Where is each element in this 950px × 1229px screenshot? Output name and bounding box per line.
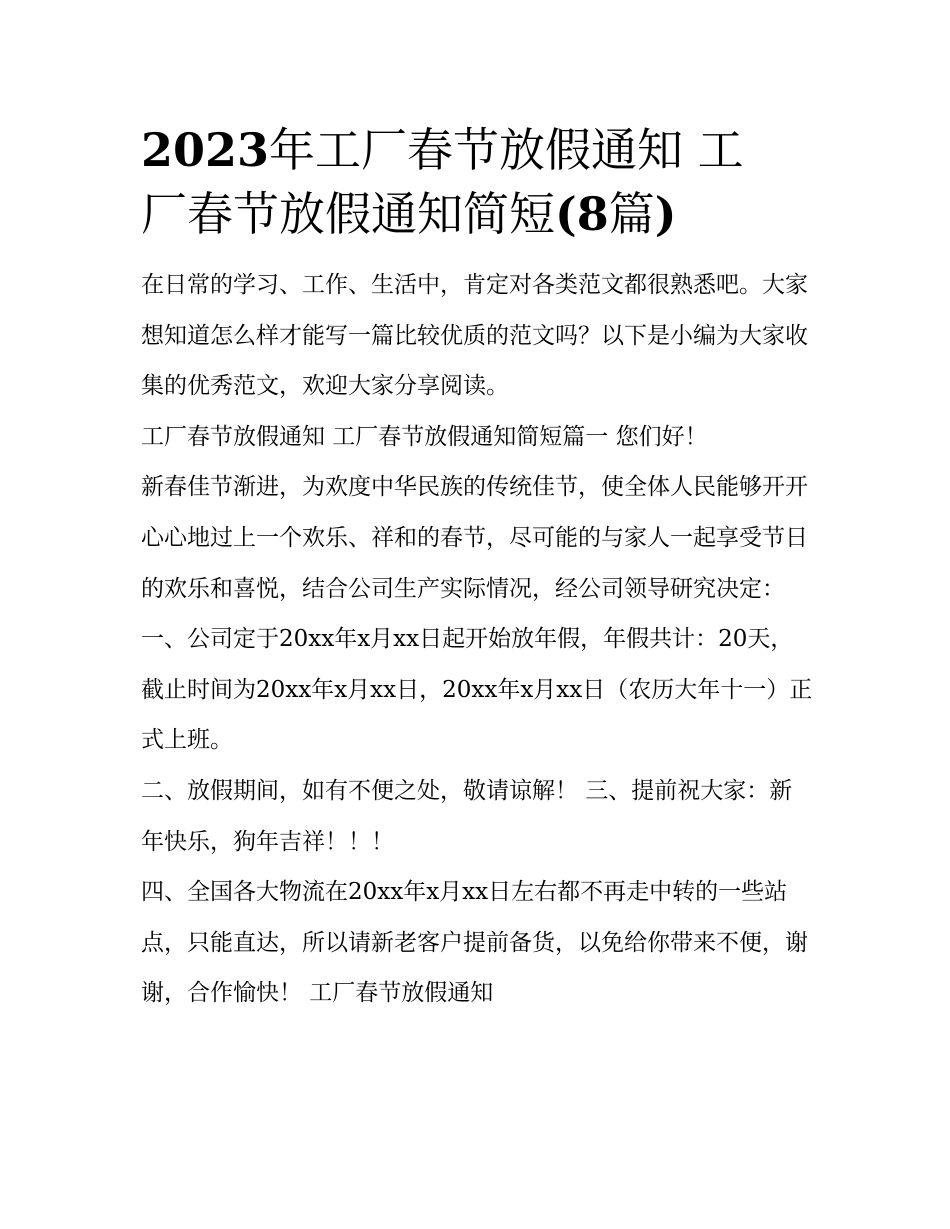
paragraph-item-1: 一、公司定于20xx年x月xx日起开始放年假，年假共计：20天，截止时间为20xx年x月xx日，20xx年x月xx日（农历大年十一）正式上班。 [141,626,813,754]
paragraph-intro: 在日常的学习、工作、生活中，肯定对各类范文都很熟悉吧。大家想知道怎么样才能写一篇比较优质的范文吗？以下是小编为大家收集的优秀范文，欢迎大家分享阅读。 [141,272,808,400]
title-count-close: ) [654,187,677,241]
document-page [141,118,813,1019]
title-line1-text: 年工厂春节放假通知 工 [269,123,744,177]
document-title [141,118,813,246]
paragraph-greeting: 新春佳节渐进，为欢度中华民族的传统佳节，使全体人民能够开开心心地过上一个欢乐、祥和的春节，尽可能的与家人一起享受节日的欢乐和喜悦，结合公司生产实际情况，经公司领导研究决定： [141,474,808,602]
paragraph-heading: 工厂春节放假通知 工厂春节放假通知简短篇一 您们好！ [141,423,708,450]
paragraph-item-2-3: 二、放假期间，如有不便之处，敬请谅解！ 三、提前祝大家：新年快乐，狗年吉祥！！！ [141,777,793,855]
title-line2-text: 厂春节放假通知简短 [141,187,555,241]
title-count-unit: 篇 [608,187,655,241]
title-year: 2023 [141,123,270,177]
title-count-open: (8 [555,187,609,241]
paragraph-item-4: 四、全国各大物流在20xx年x月xx日左右都不再走中转的一些站点，只能直达，所以请新老客户提前备货，以免给你带来不便，谢谢，合作愉快！ 工厂春节放假通知 [141,879,808,1007]
